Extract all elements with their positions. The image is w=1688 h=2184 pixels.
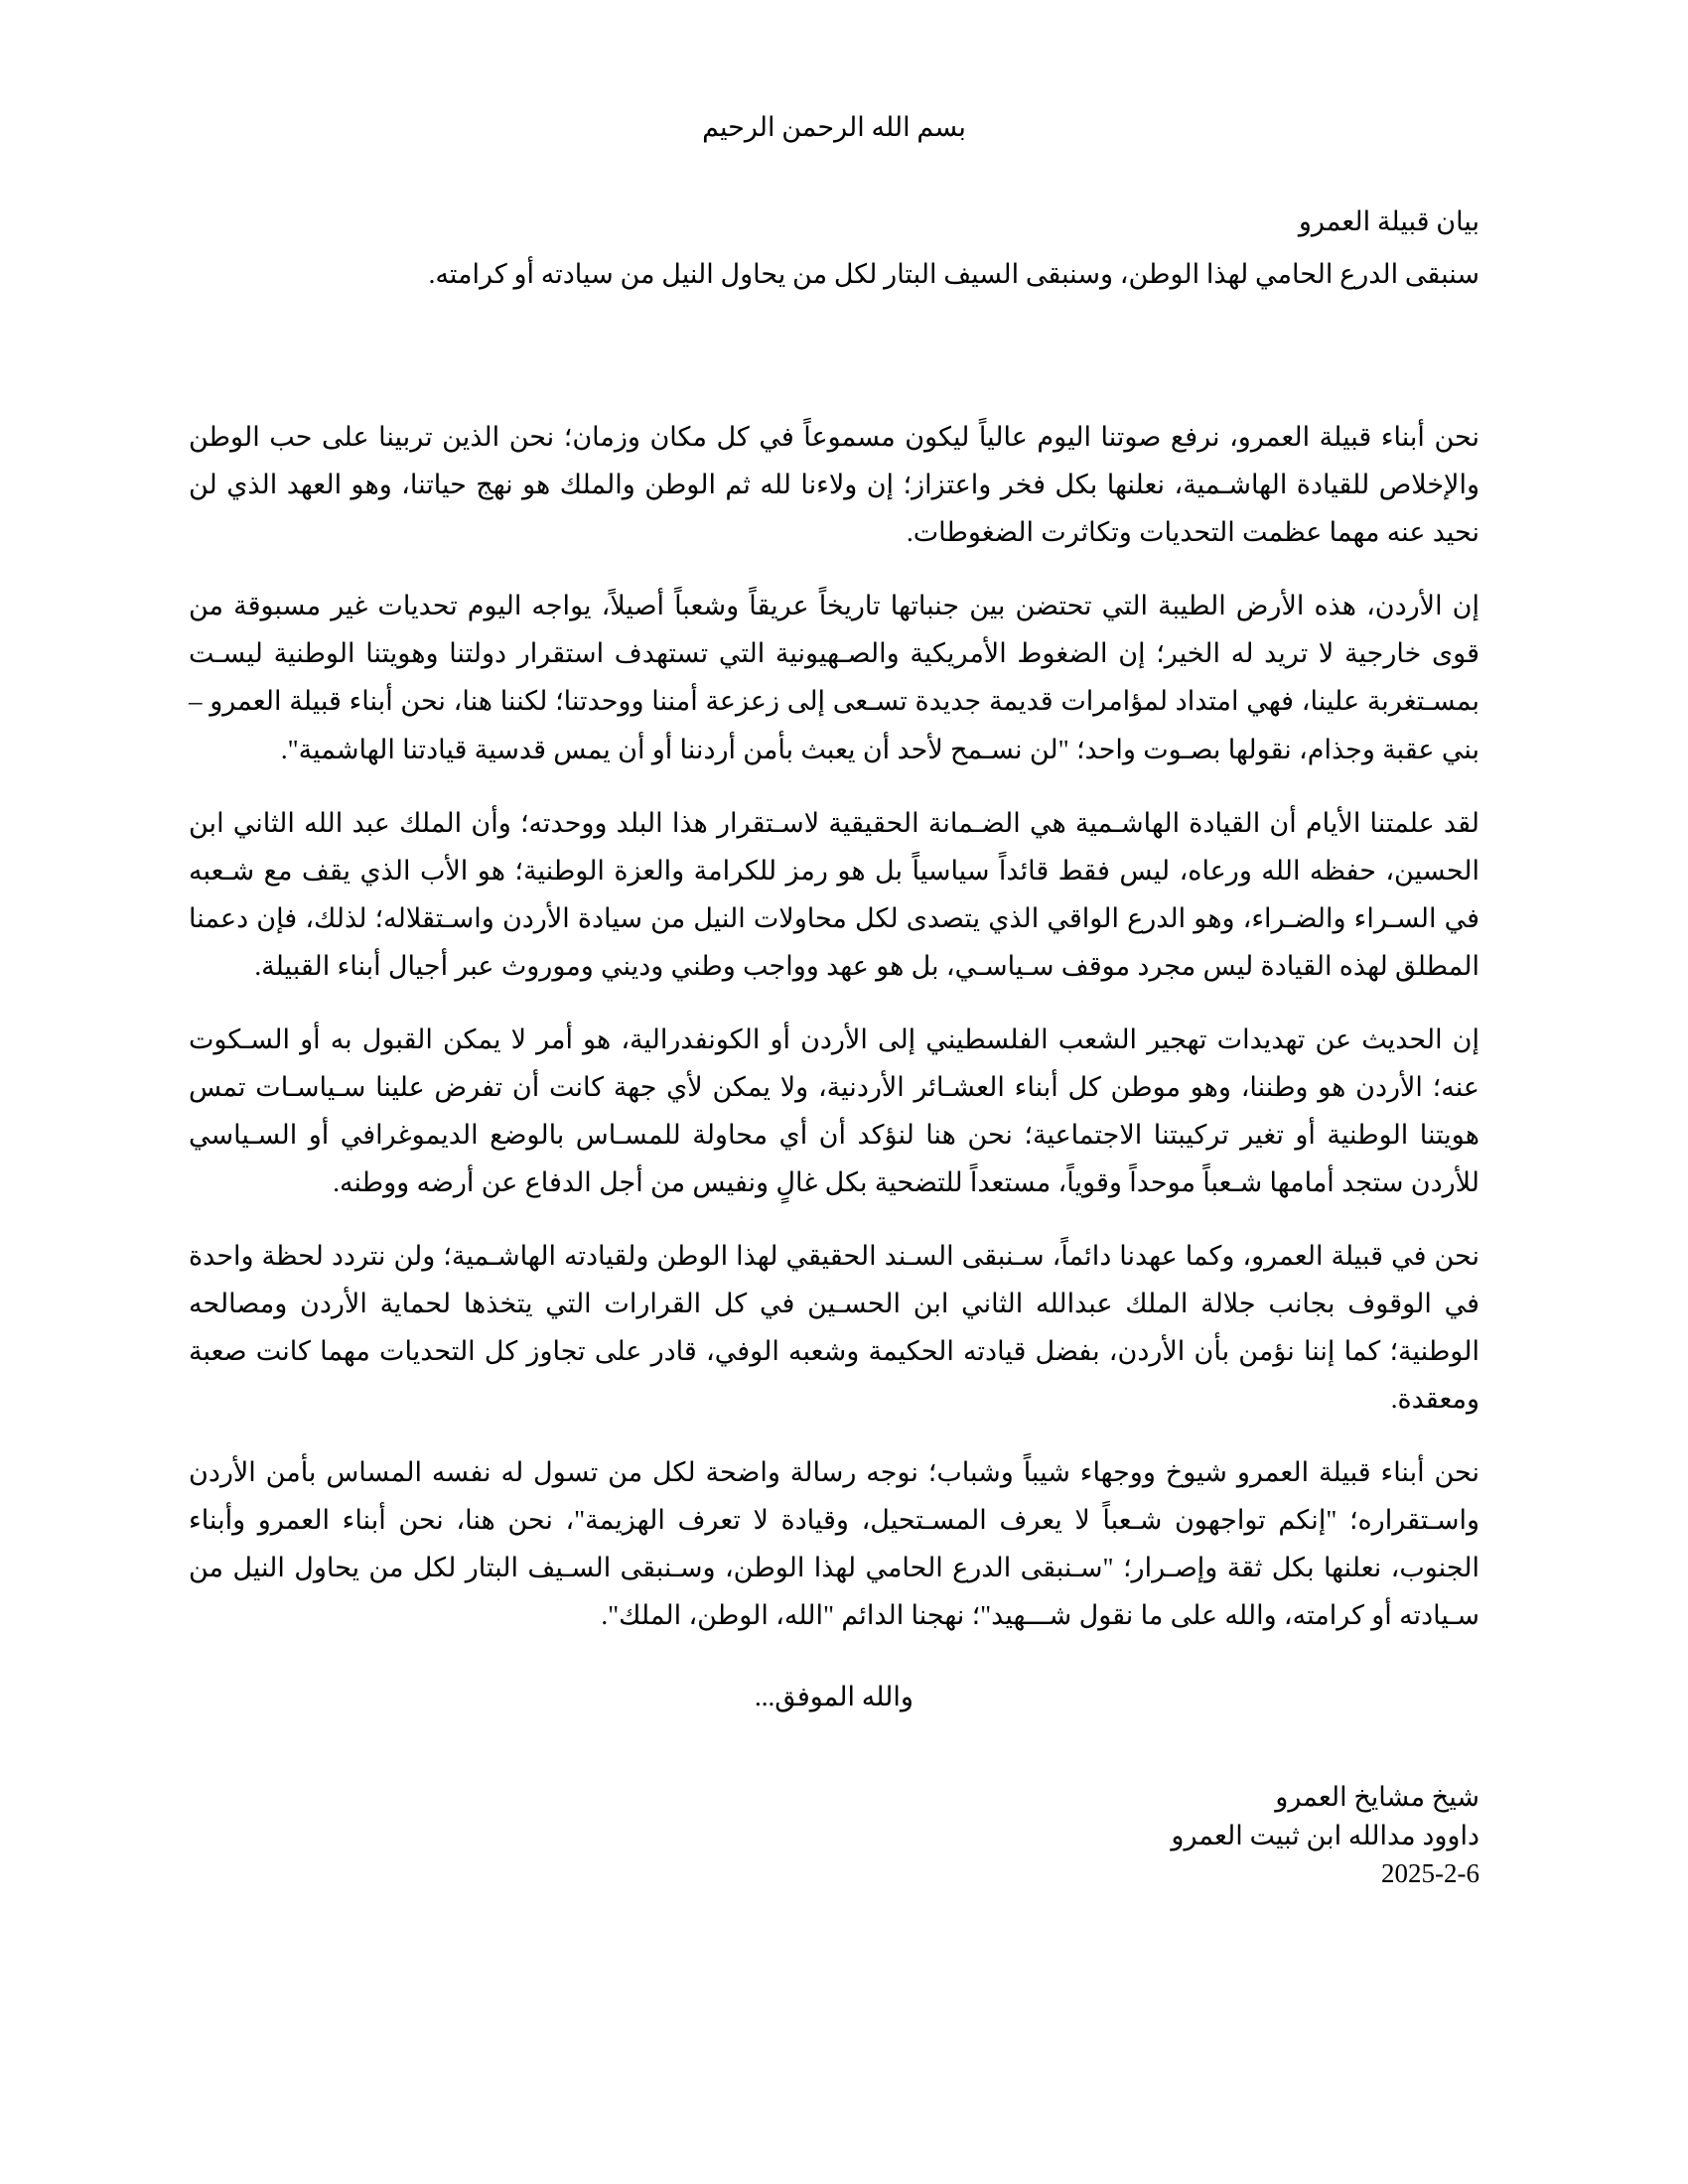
document-subheading: سنبقى الدرع الحامي لهذا الوطن، وسنبقى السيف البتار لكل من يحاول النيل من سيادته أو كرامته. [428, 259, 1479, 290]
basmala-line: بسم الله الرحمن الرحيم [702, 112, 966, 142]
body-paragraph: لقد علمتنا الأيام أن القيادة الهاشـمية هي الضـمانة الحقيقية لاسـتقرار هذا البلد ووحدته؛ وأن الملك عبد الله الثاني ابن الحسين، حفظه الله ورعاه، ليس فقط قائداً سياسياً بل هو رمز للكرامة والعزة الوطنية؛ هو الأب الذي يقف مع شـعبه في السـراء والضـراء، وهو الدرع الواقي الذي يتصدى لكل محاولات النيل من سيادة الأردن واسـتقلاله؛ لذلك، فإن دعمنا المطلق لهذه القيادة ليس مجرد موقف سـياسـي، بل هو عهد وواجب وطني وديني وموروث عبر أجيال أبناء القبيلة. [189, 807, 1479, 981]
document-body [189, 107, 1479, 1892]
closing-line: والله الموفق... [755, 1682, 914, 1712]
body-paragraph: نحن أبناء قبيلة العمرو، نرفع صوتنا اليوم عالياً ليكون مسموعاً في كل مكان وزمان؛ نحن الذين تربينا على حب الوطن والإخلاص للقيادة الهاشـمية، نعلنها بكل فخر واعتزاز؛ إن ولاءنا لله ثم الوطن والملك هو نهج حياتنا، وهو العهد الذي لن نحيد عنه مهما عظمت التحديات وتكاثرت الضغوطات. [189, 422, 1479, 548]
body-paragraph: نحن في قبيلة العمرو، وكما عهدنا دائماً، سـنبقى السـند الحقيقي لهذا الوطن ولقيادته الهاشـمية؛ ولن نتردد لحظة واحدة في الوقوف بجانب جلالة الملك عبدالله الثاني ابن الحسـين في كل القرارات التي يتخذها لحماية الأردن ومصالحه الوطنية؛ كما إننا نؤمن بأن الأردن، بفضل قيادته الحكيمة وشعبه الوفي، قادر على تجاوز كل التحديات مهما كانت صعبة ومعقدة. [189, 1240, 1479, 1415]
signature-name: داوود مدالله ابن ثبيت العمرو [1171, 1820, 1479, 1850]
body-paragraph: نحن أبناء قبيلة العمرو شيوخ ووجهاء شيباً وشباب؛ نوجه رسالة واضحة لكل من تسول له نفسه المساس بأمن الأردن واسـتقراره؛ "إنكم تواجهون شـعباً لا يعرف المسـتحيل، وقيادة لا تعرف الهزيمة"، نحن هنا، نحن أبناء العمرو وأبناء الجنوب، نعلنها بكل ثقة وإصـرار؛ "سـنبقى الدرع الحامي لهذا الوطن، وسـنبقى السـيف البتار لكل من يحاول النيل من سـيادته أو كرامته، والله على ما نقول شـــهيد"؛ نهجنا الدائم "الله، الوطن، الملك". [189, 1457, 1479, 1631]
body-paragraph: إن الحديث عن تهديدات تهجير الشعب الفلسطيني إلى الأردن أو الكونفدرالية، هو أمر لا يمكن القبول به أو السـكوت عنه؛ الأردن هو وطننا، وهو موطن كل أبناء العشـائر الأردنية، ولا يمكن لأي جهة كانت أن تفرض علينا سـياسـات تمس هويتنا الوطنية أو تغير تركيبتنا الاجتماعية؛ نحن هنا لنؤكد أن أي محاولة للمسـاس بالوضع الديموغرافي أو السـياسي للأردن ستجد أمامها شـعباً موحداً وقوياً، مستعداً للتضحية بكل غالٍ ونفيس من أجل الدفاع عن أرضه ووطنه. [189, 1024, 1479, 1197]
body-paragraph: إن الأردن، هذه الأرض الطيبة التي تحتضن بين جنباتها تاريخاً عريقاً وشعباً أصيلاً، يواجه اليوم تحديات غير مسبوقة من قوى خارجية لا تريد له الخير؛ إن الضغوط الأمريكية والصـهيونية التي تستهدف استقرار دولتنا وهويتنا الوطنية ليسـت بمسـتغربة علينا، فهي امتداد لمؤامرات قديمة جديدة تسـعى إلى زعزعة أمننا ووحدتنا؛ لكننا هنا، نحن أبناء قبيلة العمرو – بني عقبة وجذام، نقولها بصـوت واحد؛ "لن نسـمح لأحد أن يعبث بأمن أردننا أو أن يمس قدسية قيادتنا الهاشمية". [189, 591, 1479, 764]
signature-block [189, 1778, 1479, 1892]
signature-title: شيخ مشايخ العمرو [1275, 1782, 1479, 1813]
signature-date: 2025-2-6 [1381, 1857, 1479, 1888]
document-heading: بيان قبيلة العمرو [1298, 205, 1479, 236]
